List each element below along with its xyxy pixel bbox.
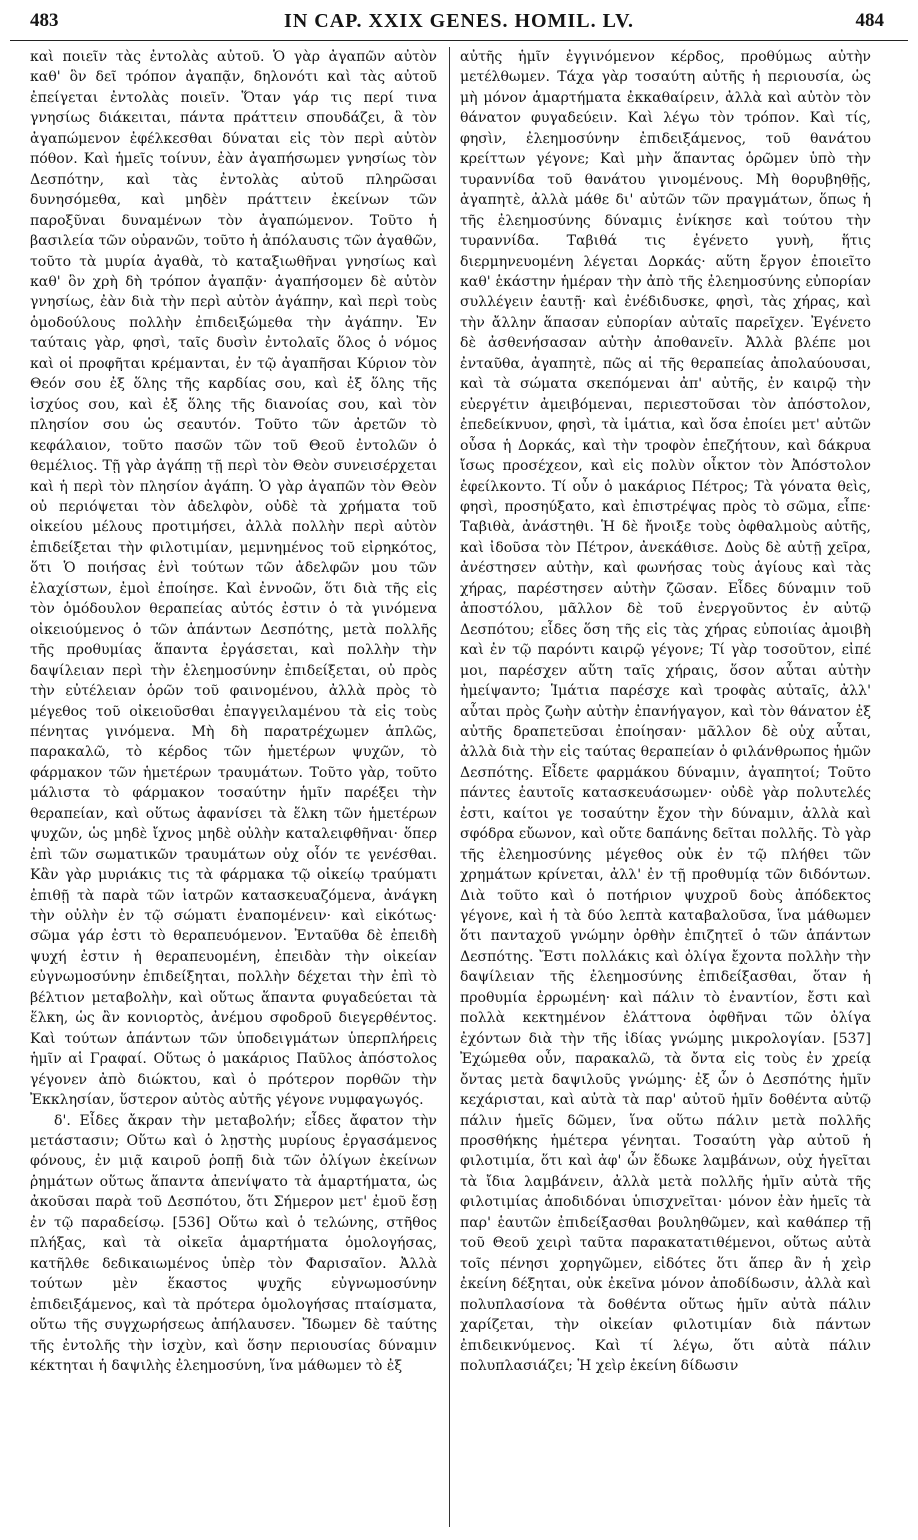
paragraph: καὶ ποιεῖν τὰς ἐντολὰς αὐτοῦ. Ὁ γὰρ ἀγαπῶν αὐτὸν καθ' ὃν δεῖ τρόπον ἀγαπᾷν, δηλονότι καὶ τὰς αὐτοῦ ἐπείγεται ἐντολὰς ποιεῖν. Ὅταν γάρ τις περί τινα γνησίως διάκειται, πάντα πράττειν σπουδάζει, ἃ τὸν ἀγαπώμενον ἐφέλκεσθαι δύναται εἰς τὸν περὶ αὐτὸν πόθον. Καὶ ἡμεῖς τοίνυν, ἐὰν ἀγαπήσωμεν γνησίως τὸν Δεσπότην, καὶ τὰς ἐντολὰς αὐτοῦ πληρῶσαι δυνησόμεθα, καὶ μηδὲν πράττειν ἐκείνων τῶν παροξῦναι δυναμένων τὸν ἀγαπώμενον. Τοῦτο ἡ βασιλεία τῶν οὐρανῶν, τοῦτο ἡ ἀπόλαυσις τῶν ἀγαθῶν, τοῦτο τὰ μυρία ἀγαθὰ, τὸ καταξιωθῆναι γνησίως καὶ καθ' ὃν χρὴ δὴ τρόπον ἀγαπᾷν· ἀγαπήσομεν δὲ αὐτὸν γνησίως, ἐὰν διὰ τὴν περὶ αὐτὸν ἀγάπην, καὶ περὶ τοὺς ὁμοδούλους πολλὴν ἐπιδειξώμεθα τὴν ἀγάπην. Ἐν ταύταις γὰρ, φησὶ, ταῖς δυσὶν ἐντολαῖς ὅλος ὁ νόμος καὶ οἱ προφῆται κρέμανται, ἐν τῷ ἀγαπῆσαι Κύριον τὸν Θεόν σου ἐξ ὅλης τῆς καρδίας σου, καὶ ἐξ ὅλης τῆς ἰσχύος σου, καὶ ἐξ ὅλης τῆς διανοίας σου, καὶ τὸν πλησίον σου ὡς σεαυτόν. Τοῦτο τῶν ἀρετῶν τὸ κεφάλαιον, τοῦτο πασῶν τῶν τοῦ Θεοῦ ἐντολῶν ὁ θεμέλιος. Τῇ γὰρ ἀγάπῃ τῇ περὶ τὸν Θεὸν συνεισέρχεται καὶ ἡ περὶ τὸν πλησίον ἀγάπη. Ὁ γὰρ ἀγαπῶν τὸν Θεὸν οὐ περιόψεται τὸν ἀδελφὸν, οὐδὲ τὰ χρήματα τοῦ οἰκείου μέλους προτιμήσει, ἀλλὰ πολλὴν περὶ αὐτὸν ἐπιδείξεται τὴν φιλοτιμίαν, μεμνημένος τοῦ εἰρηκότος, ὅτι Ὁ ποιήσας ἑνὶ τούτων τῶν ἀδελφῶν μου τῶν ἐλαχίστων, ἐμοὶ ἐποίησε. Καὶ ἐννοῶν, ὅτι διὰ τῆς εἰς τὸν ὁμόδουλον θεραπείας αὐτός ἐστιν ὁ τὰ γινόμενα οἰκειούμενος ὁ τῶν ἁπάντων Δεσπότης, μετὰ πολλῆς τῆς προθυμίας ἅπαντα ἐργάσεται, καὶ πολλὴν τὴν δαψίλειαν περὶ τὴν ἐλεημοσύνην ἐπιδείξεται, οὐ πρὸς τὴν εὐτέλειαν ὁρῶν τοῦ φαινομένου, ἀλλὰ πρὸς τὸ μέγεθος τοῦ οἰκειοῦσθαι ἐπαγγειλαμένου τὰ εἰς τοὺς πένητας γινόμενα. Μὴ δὴ παρατρέχωμεν ἁπλῶς, παρακαλῶ, τὸ κέρδος τῶν ἡμετέρων ψυχῶν, τὸ φάρμακον τῶν ἡμετέρων τραυμάτων. Τοῦτο γὰρ, τοῦτο μάλιστα τὸ φάρμακον τοσαύτην ἡμῖν παρέξει τὴν θεραπείαν, καὶ οὕτως ἀφανίσει τὰ ἕλκη τῶν ἡμετέρων ψυχῶν, ὡς μηδὲ ἴχνος μηδὲ οὐλὴν καταλειφθῆναι· ὅπερ ἐπὶ τῶν σωματικῶν τραυμάτων οὐχ οἷόν τε γενέσθαι. Κἂν γὰρ μυριάκις τις τὰ φάρμακα τῷ οἰκείῳ τραύματι ἐπιθῇ τὰ παρὰ τῶν ἰατρῶν κατασκευαζόμενα, ἀνάγκη τὴν οὐλὴν ἐν τῷ σώματι ἐναπομένειν· καὶ εἰκότως· σῶμα γάρ ἐστι τὸ θεραπευόμενον. Ἐνταῦθα δὲ ἐπειδὴ ψυχή ἐστιν ἡ θεραπευομένη, ἐπειδὰν τὴν οἰκείαν εὐγνωμοσύνην ἐπιδείξηται, πολλὴν δέχεται τὴν ἐπὶ τὸ βέλτιον μεταβολὴν, καὶ οὕτως ἅπαντα φυγαδεύεται τὰ ἕλκη, ὡς ἂν κονιορτὸς, ἀνέμου σφοδροῦ διεγερθέντος. Καὶ τούτων ἁπάντων τῶν ὑποδειγμάτων ὑπερπλήρεις ἡμῖν αἱ Γραφαί. Οὕτως ὁ μακάριος Παῦλος ἀπόστολος γέγονεν ἀπὸ διώκτου, καὶ ὁ πρότερον πορθῶν τὴν Ἐκκλησίαν, ὕστερον αὐτὸς αὐτῆς γέγονε νυμφαγωγός. [30, 49, 437, 1109]
running-title: IN CAP. XXIX GENES. HOMIL. LV. [284, 10, 634, 32]
running-header [10, 6, 908, 41]
paragraph: δ'. Εἶδες ἄκραν τὴν μεταβολήν; εἶδες ἄφατον τὴν μετάστασιν; Οὕτω καὶ ὁ λῃστὴς μυρίους ἐργασάμενος φόνους, ἐν μιᾷ καιροῦ ῥοπῇ διὰ τῶν ὀλίγων ἐκείνων ῥημάτων οὕτως ἅπαντα ἀπενίψατο τὰ ἁμαρτήματα, ὡς ἀκοῦσαι παρὰ τοῦ Δεσπότου, ὅτι Σήμερον μετ' ἐμοῦ ἔσῃ ἐν τῷ παραδείσῳ. [536] Οὕτω καὶ ὁ τελώνης, στῆθος πλήξας, καὶ τὰ οἰκεῖα ἁμαρτήματα ὁμολογήσας, κατῆλθε δεδικαιωμένος ὑπὲρ τὸν Φαρισαῖον. Ἀλλὰ τούτων μὲν ἕκαστος ψυχῆς εὐγνωμοσύνην ἐπιδειξάμενος, καὶ τὰ πρότερα ὁμολογήσας πταίσματα, οὕτω τῆς συγχωρήσεως ἀπήλαυσεν. Ἴδωμεν δὲ ταύτης τῆς ἐντολῆς τὴν ἰσχὺν, καὶ ὅσην περιουσίας δύναμιν κέκτηται ἡ δαψιλὴς ἐλεημοσύνη, ἵνα μάθωμεν τὸ ἐξ [30, 1112, 437, 1374]
text-columns [10, 47, 908, 1527]
left-column [10, 47, 445, 1527]
page-number-left: 483 [30, 10, 59, 31]
right-column [450, 47, 885, 1527]
page-number-right: 484 [855, 10, 884, 31]
paragraph: αὐτῆς ἡμῖν ἐγγινόμενον κέρδος, προθύμως αὐτὴν μετέλθωμεν. Τάχα γὰρ τοσαύτη αὐτῆς ἡ περιουσία, ὡς μὴ μόνον ἁμαρτήματα ἐκκαθαίρειν, ἀλλὰ καὶ αὐτὸν τὸν θάνατον φυγαδεύειν. Καὶ λέγω τὸν τρόπον. Καὶ τίς, φησὶν, ἐλεημοσύνην ἐπιδειξάμενος, τοῦ θανάτου κρείττων γέγονε; Καὶ μὴν ἅπαντας ὁρῶμεν ὑπὸ τὴν τυραννίδα τοῦ θανάτου γινομένους. Μὴ θορυβηθῇς, ἀγαπητὲ, ἀλλὰ μάθε δι' αὐτῶν τῶν πραγμάτων, ὅπως ἡ τῆς ἐλεημοσύνης δύναμις ἐνίκησε καὶ τούτου τὴν τυραννίδα. Ταβιθά τις ἐγένετο γυνὴ, ἥτις διερμηνευομένη λέγεται Δορκάς· αὕτη ἔργον ἐποιεῖτο καθ' ἑκάστην ἡμέραν τὴν ἀπὸ τῆς ἐλεημοσύνης εὐπορίαν συλλέγειν ἑαυτῇ· καὶ ἐνέδιδυσκε, φησὶ, τὰς χήρας, καὶ τὴν ἄλλην ἅπασαν εὐπορίαν αὐταῖς παρεῖχεν. Ἐγένετο δὲ ἀσθενήσασαν αὐτὴν ἀποθανεῖν. Ἀλλὰ βλέπε μοι ἐνταῦθα, ἀγαπητὲ, πῶς αἱ τῆς θεραπείας ἀπολαύουσαι, καὶ τὰ σώματα σκεπόμεναι ἀπ' αὐτῆς, ἐν καιρῷ τὴν εὐεργέτιν ἀμειβόμεναι, περιεστοῦσαι τὸν ἀπόστολον, ἐπεδείκνυον, φησὶ, τὰ ἱμάτια, καὶ ὅσα ἐποίει μετ' αὐτῶν οὖσα ἡ Δορκάς, καὶ τὴν τροφὸν ἐπεζήτουν, καὶ δάκρυα ἴσως προσέχεον, καὶ εἰς πολὺν οἶκτον τὸν Ἀπόστολον ἐφείλκοντο. Τί οὖν ὁ μακάριος Πέτρος; Τὰ γόνατα θεὶς, φησὶ, προσηύξατο, καὶ ἐπιστρέψας πρὸς τὸ σῶμα, εἶπε· Ταβιθὰ, ἀνάστηθι. Ἡ δὲ ἤνοιξε τοὺς ὀφθαλμοὺς αὐτῆς, καὶ ἰδοῦσα τὸν Πέτρον, ἀνεκάθισε. Δοὺς δὲ αὐτῇ χεῖρα, ἀνέστησεν αὐτὴν, καὶ φωνήσας τοὺς ἁγίους καὶ τὰς χήρας, παρέστησεν αὐτὴν ζῶσαν. Εἶδες δύναμιν τοῦ ἀποστόλου, μᾶλλον δὲ τοῦ ἐνεργοῦντος ἐν αὐτῷ Δεσπότου; εἶδες ὅση τῆς εἰς τὰς χήρας εὐποιίας ἀμοιβὴ καὶ ἐν τῷ παρόντι καιρῷ γέγονε; Τί γὰρ τοσοῦτον, εἰπέ μοι, παρέσχεν αὕτη ταῖς χήραις, ὅσον αὗται αὐτὴν ἠμείψαντο; Ἱμάτια παρέσχε καὶ τροφὰς αὐταῖς, ἀλλ' αὗται πρὸς ζωὴν αὐτὴν ἐπανήγαγον, καὶ τὸν θάνατον ἐξ αὐτῆς δραπετεῦσαι ἐποίησαν· μᾶλλον δὲ οὐχ αὗται, ἀλλὰ διὰ τὴν εἰς ταύτας θεραπείαν ὁ φιλάνθρωπος ἡμῶν Δεσπότης. Εἶδετε φαρμάκου δύναμιν, ἀγαπητοί; Τοῦτο πάντες ἑαυτοῖς κατασκευάσωμεν· οὐδὲ γὰρ πολυτελές ἐστι, καίτοι γε τοσαύτην ἔχον τὴν δύναμιν, ἀλλὰ καὶ σφόδρα εὔωνον, καὶ οὔτε δαπάνης δεῖται πολλῆς. Τὸ γὰρ τῆς ἐλεημοσύνης μέγεθος οὐκ ἐν τῷ πλήθει τῶν χρημάτων κρίνεται, ἀλλ' ἐν τῇ προθυμίᾳ τῶν διδόντων. Διὰ τοῦτο καὶ ὁ ποτήριον ψυχροῦ δοὺς ἀπόδεκτος γέγονε, καὶ ἡ τὰ δύο λεπτὰ καταβαλοῦσα, ἵνα μάθωμεν ὅτι πανταχοῦ γνώμην ὀρθὴν ἐπιζητεῖ ὁ τῶν ἁπάντων Δεσπότης. Ἔστι πολλάκις καὶ ὀλίγα ἔχοντα πολλὴν τὴν δαψίλειαν τῆς ἐλεημοσύνης ἐπιδείξασθαι, ὅταν ἡ προθυμία ἐρρωμένη· καὶ πάλιν τὸ ἐναντίον, ἔστι καὶ πολλὰ κεκτημένον ἐλάττονα ὀφθῆναι τῶν ὀλίγα ἐχόντων διὰ τὴν τῆς ἰδίας γνώμης μικρολογίαν. [537] Ἐχώμεθα οὖν, παρακαλῶ, τὰ ὄντα εἰς τοὺς ἐν χρείᾳ ὄντας μετὰ δαψιλοῦς γνώμης· ἐξ ὧν ὁ Δεσπότης ἡμῖν κεχάρισται, καὶ αὐτὰ τὰ παρ' αὐτοῦ ἡμῖν δοθέντα αὐτῷ πάλιν ἡμεῖς δῶμεν, ἵνα οὕτω πάλιν μετὰ πολλῆς προσθήκης ἡμέτερα γένηται. Τοσαύτη γὰρ αὐτοῦ ἡ φιλοτιμία, ὅτι καὶ ἀφ' ὧν ἔδωκε λαμβάνων, οὐχ ἡγεῖται τὰ ἴδια λαμβάνειν, ἀλλὰ μετὰ πολλῆς ἡμῖν αὐτὰ τῆς φιλοτιμίας ἀποδιδόναι ὑπισχνεῖται· μόνον ἐὰν ἡμεῖς τὰ παρ' ἑαυτῶν ἐπιδείξασθαι βουληθῶμεν, καὶ καθάπερ τῇ τοῦ Θεοῦ χειρὶ ταῦτα παρακατατιθέμενοι, οὕτως αὐτὰ τοῖς πένησι χορηγῶμεν, εἰδότες ὅτι ἅπερ ἂν ἡ χεὶρ ἐκείνη δέξηται, οὐκ ἐκεῖνα μόνον ἀποδίδωσιν, ἀλλὰ καὶ πολυπλασίονα τὰ δοθέντα οὕτως ἡμῖν αὐτὰ πάλιν χαρίζεται, τὴν οἰκείαν φιλοτιμίαν διὰ πάντων ἐπιδεικνύμενος. Καὶ τί λέγω, ὅτι αὐτὰ πάλιν πολυπλασιάζει; Ἡ χεὶρ ἐκείνη δίδωσιν [460, 49, 871, 1374]
